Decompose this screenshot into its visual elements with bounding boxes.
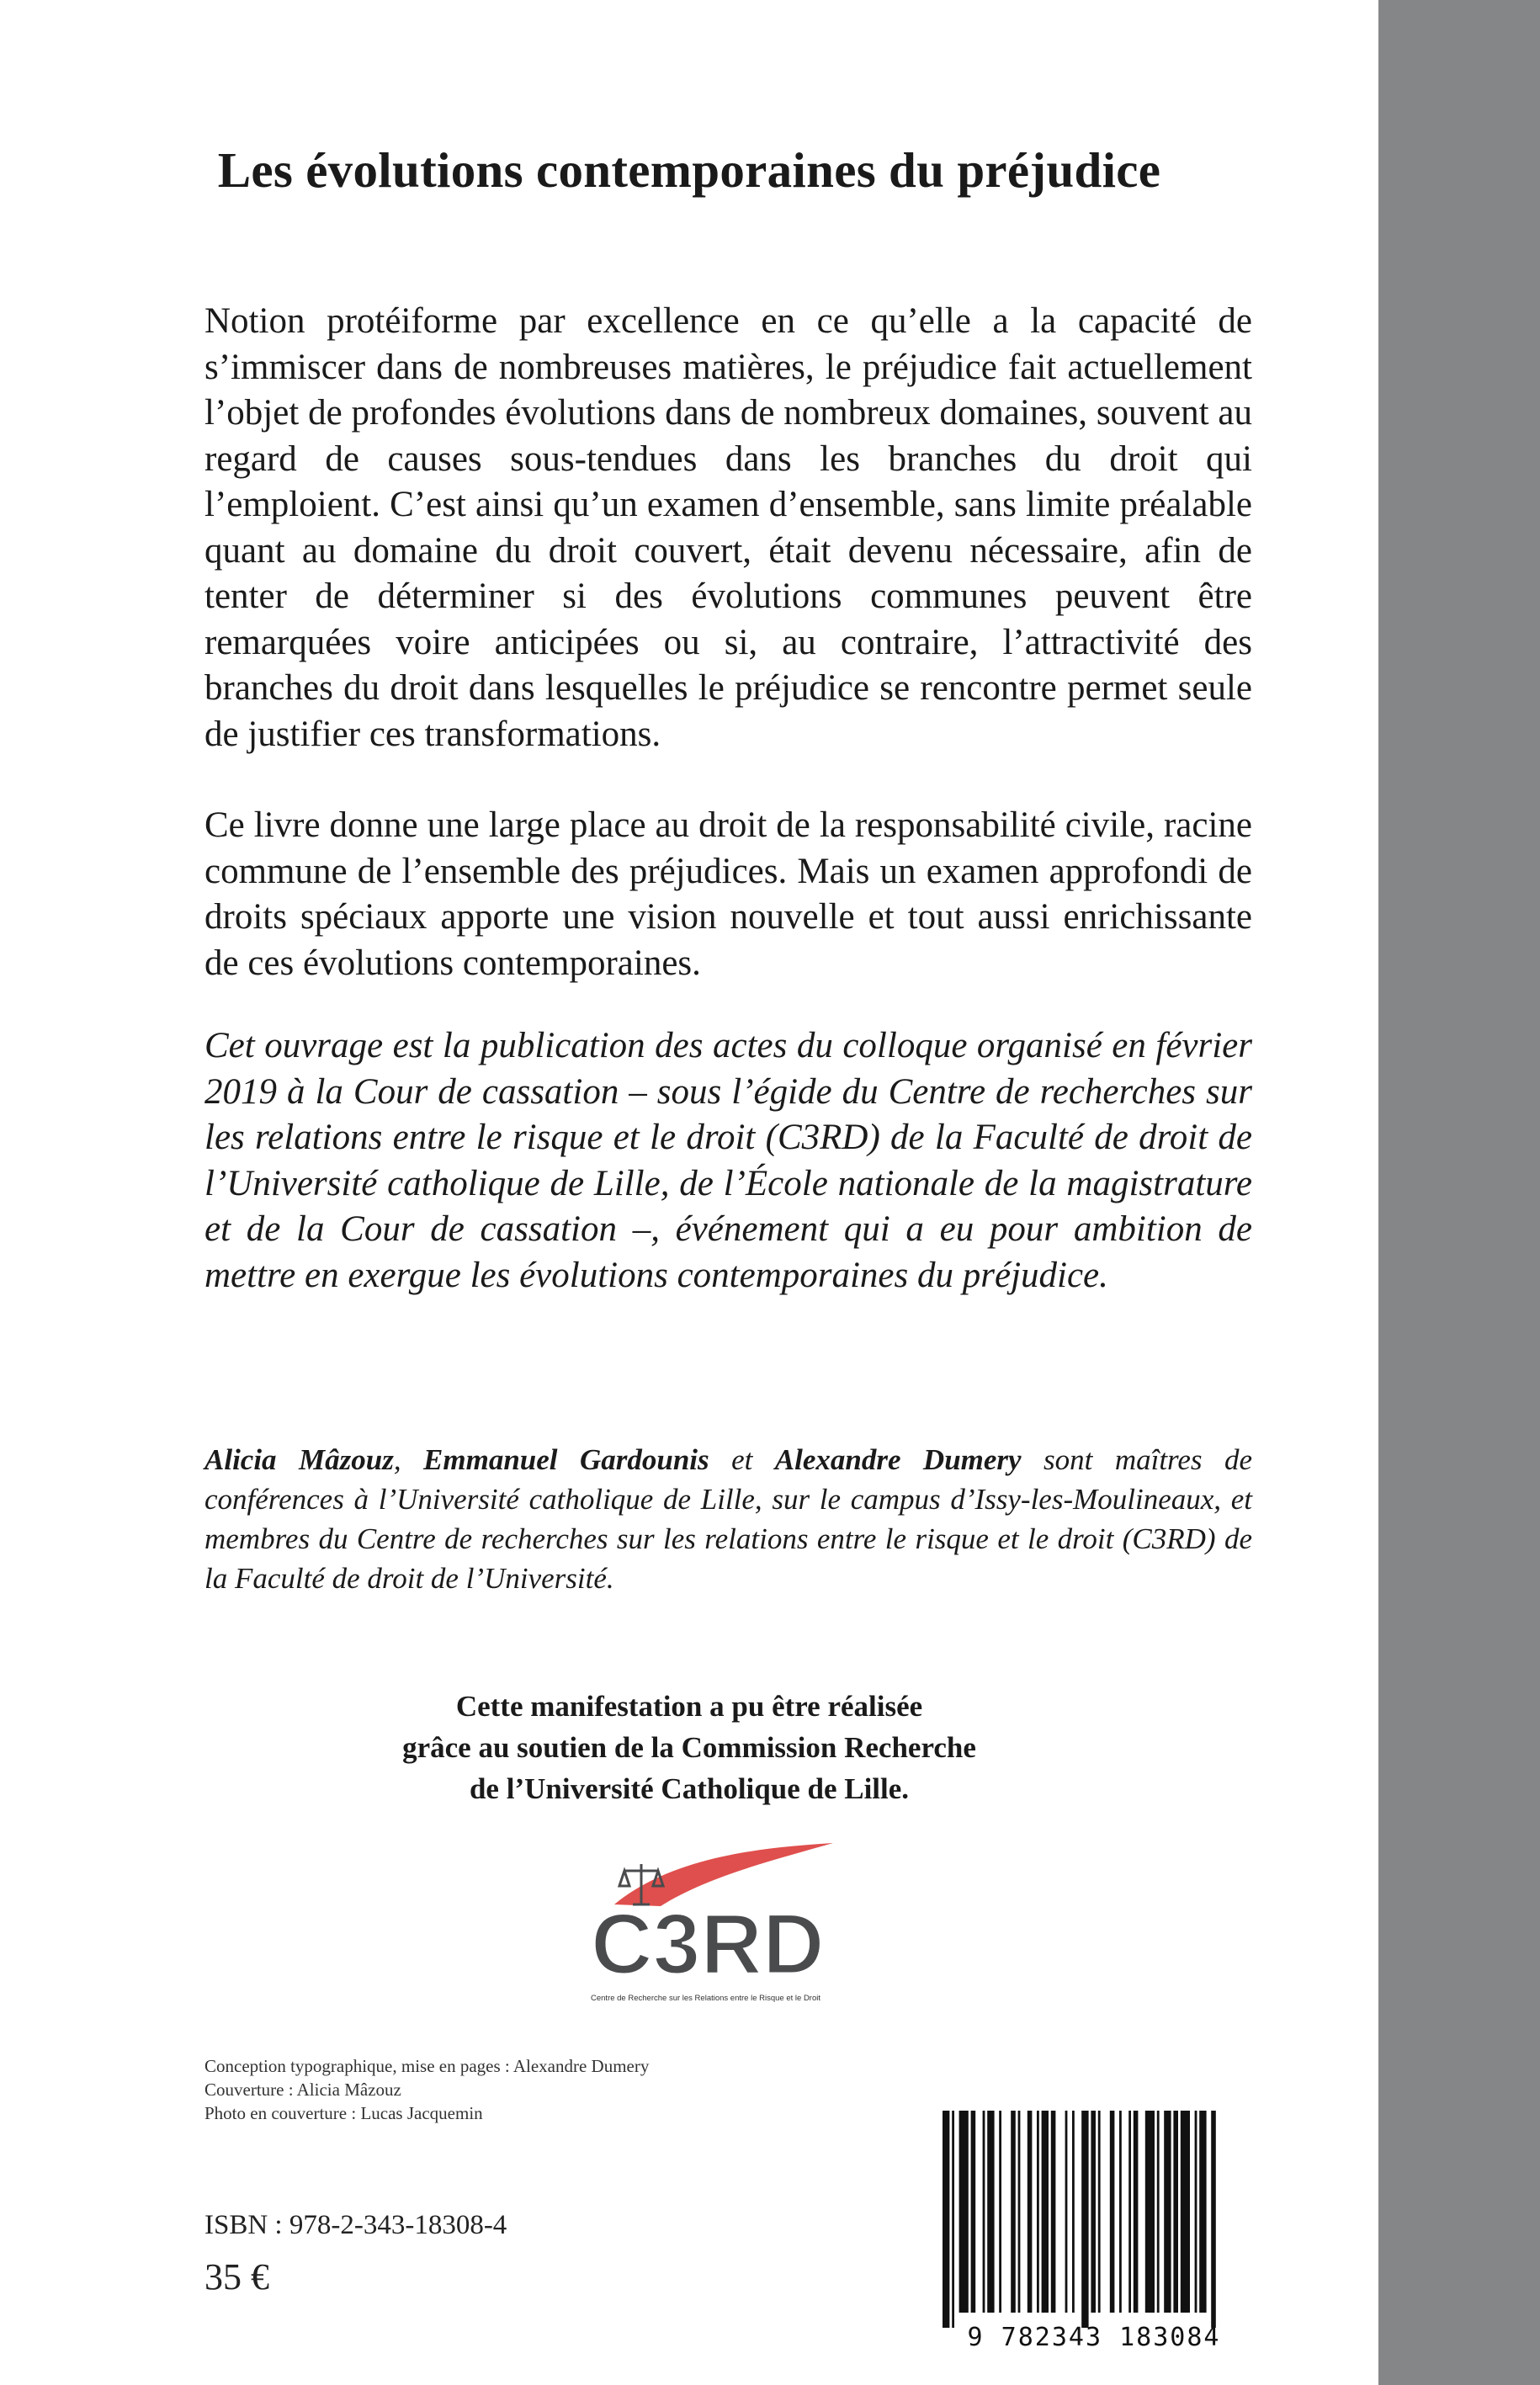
isbn-text: ISBN : 978-2-343-18308-4 bbox=[204, 2210, 507, 2240]
author-separator-1: , bbox=[393, 1443, 424, 1476]
barcode-bar bbox=[1051, 2111, 1056, 2313]
credit-cover: Couverture : Alicia Mâzouz bbox=[204, 2080, 401, 2100]
barcode-bar bbox=[1134, 2111, 1139, 2313]
sponsor-line-3: de l’Université Catholique de Lille. bbox=[469, 1772, 910, 1805]
barcode-bar bbox=[971, 2111, 976, 2313]
barcode-bar bbox=[1145, 2111, 1155, 2313]
barcode-bar bbox=[1018, 2111, 1021, 2313]
barcode-bar bbox=[1128, 2111, 1131, 2313]
sponsor-statement bbox=[0, 1686, 1378, 1809]
barcode-bar bbox=[1028, 2111, 1033, 2313]
barcode-bar bbox=[1164, 2111, 1171, 2313]
barcode-bar bbox=[1110, 2111, 1115, 2313]
barcode-bar bbox=[1098, 2111, 1101, 2313]
barcode-bar bbox=[1157, 2111, 1160, 2313]
barcode-bar bbox=[1011, 2111, 1016, 2313]
barcode-bar bbox=[1119, 2111, 1122, 2313]
author-separator-2: et bbox=[709, 1443, 775, 1476]
barcode-bar bbox=[1042, 2111, 1049, 2313]
barcode-bar bbox=[959, 2111, 969, 2313]
author-name-2: Emmanuel Gardounis bbox=[423, 1443, 709, 1476]
barcode-bar bbox=[1065, 2111, 1068, 2313]
author-name-1: Alicia Mâzouz bbox=[204, 1443, 394, 1476]
barcode-digits: 9 782343 183084 bbox=[967, 2323, 1221, 2352]
barcode-bar bbox=[1091, 2111, 1096, 2313]
book-title: Les évolutions contemporaines du préjudice bbox=[217, 141, 1161, 198]
summary-paragraph-2: Ce livre donne une large place au droit de la responsabilité civile, racine commune de l’ensemble des préjudices. Mais un examen approfondi de droits spéciaux apporte une vision nouvelle et tout aussi enrichissante de ces évolutions contemporaines. bbox=[204, 805, 1252, 983]
price-text: 35 € bbox=[204, 2256, 269, 2297]
barcode-icon bbox=[934, 2111, 1254, 2328]
barcode-bar bbox=[1037, 2111, 1039, 2313]
publication-note: Cet ouvrage est la publication des actes du colloque organisé en février 2019 à la Cour de cassation – sous l’égide du Centre de recherches sur les relations entre le risque et le droit (C3RD) de la Faculté de droit de l’Université catholique de Lille, de l’École nationale de la magistrature et de la Cour de cassation –, événement qui a eu pour ambition de mettre en exergue les évolutions contemporaines du préjudice. bbox=[204, 1026, 1252, 1295]
barcode-bar bbox=[1199, 2111, 1206, 2313]
sponsor-line-2: grâce au soutien de la Commission Recherche bbox=[402, 1731, 976, 1764]
barcode-bar bbox=[1072, 2111, 1075, 2313]
barcode-bar bbox=[943, 2111, 949, 2328]
author-bio-text: sont maîtres de conférences à l’Université catholique de Lille, sur le campus d’Issy-les-Moulineaux, et membres du Centre de recherches sur les relations entre le risque et le droit (C3RD) de la Faculté de droit de l’Université. bbox=[204, 1443, 1252, 1595]
barcode-bar bbox=[1181, 2111, 1190, 2313]
spine-strip bbox=[1378, 0, 1540, 2385]
barcode-bar bbox=[952, 2111, 954, 2328]
barcode-bar bbox=[1211, 2111, 1216, 2328]
authors-bio bbox=[204, 1440, 1252, 1598]
sponsor-line-1: Cette manifestation a pu être réalisée bbox=[455, 1690, 923, 1723]
author-name-3: Alexandre Dumery bbox=[774, 1443, 1022, 1476]
logo-wordmark: C3RD bbox=[591, 1896, 825, 1992]
barcode-bar bbox=[999, 2111, 1001, 2313]
barcode-bar bbox=[983, 2111, 985, 2313]
credit-typography: Conception typographique, mise en pages : Alexandre Dumery bbox=[204, 2056, 650, 2076]
barcode-bar bbox=[1195, 2111, 1197, 2313]
logo-caption: Centre de Recherche sur les Relations entre le Risque et le Droit bbox=[591, 1994, 820, 2003]
barcode-bar bbox=[1081, 2111, 1088, 2328]
barcode-bar bbox=[1173, 2111, 1178, 2313]
credits-block bbox=[204, 2054, 649, 2125]
barcode-bar bbox=[987, 2111, 994, 2313]
c3rd-logo bbox=[581, 1839, 850, 2007]
summary-paragraph-1: Notion protéiforme par excellence en ce qu’elle a la capacité de s’immiscer dans de nombreuses matières, le préjudice fait actuellement l’objet de profondes évolutions dans de nombreux domaines, souvent au regard de causes sous-tendues dans les branches du droit qui l’emploient. C’est ainsi qu’un examen d’ensemble, sans limite préalable quant au domaine du droit couvert, était devenu nécessaire, afin de tenter de déterminer si des évolutions communes peuvent être remarquées voire anticipées ou si, au contraire, l’attractivité des branches du droit dans lesquelles le préjudice se rencontre permet seule de justifier ces transformations. bbox=[204, 301, 1252, 754]
credit-photo: Photo en couverture : Lucas Jacquemin bbox=[204, 2103, 483, 2123]
